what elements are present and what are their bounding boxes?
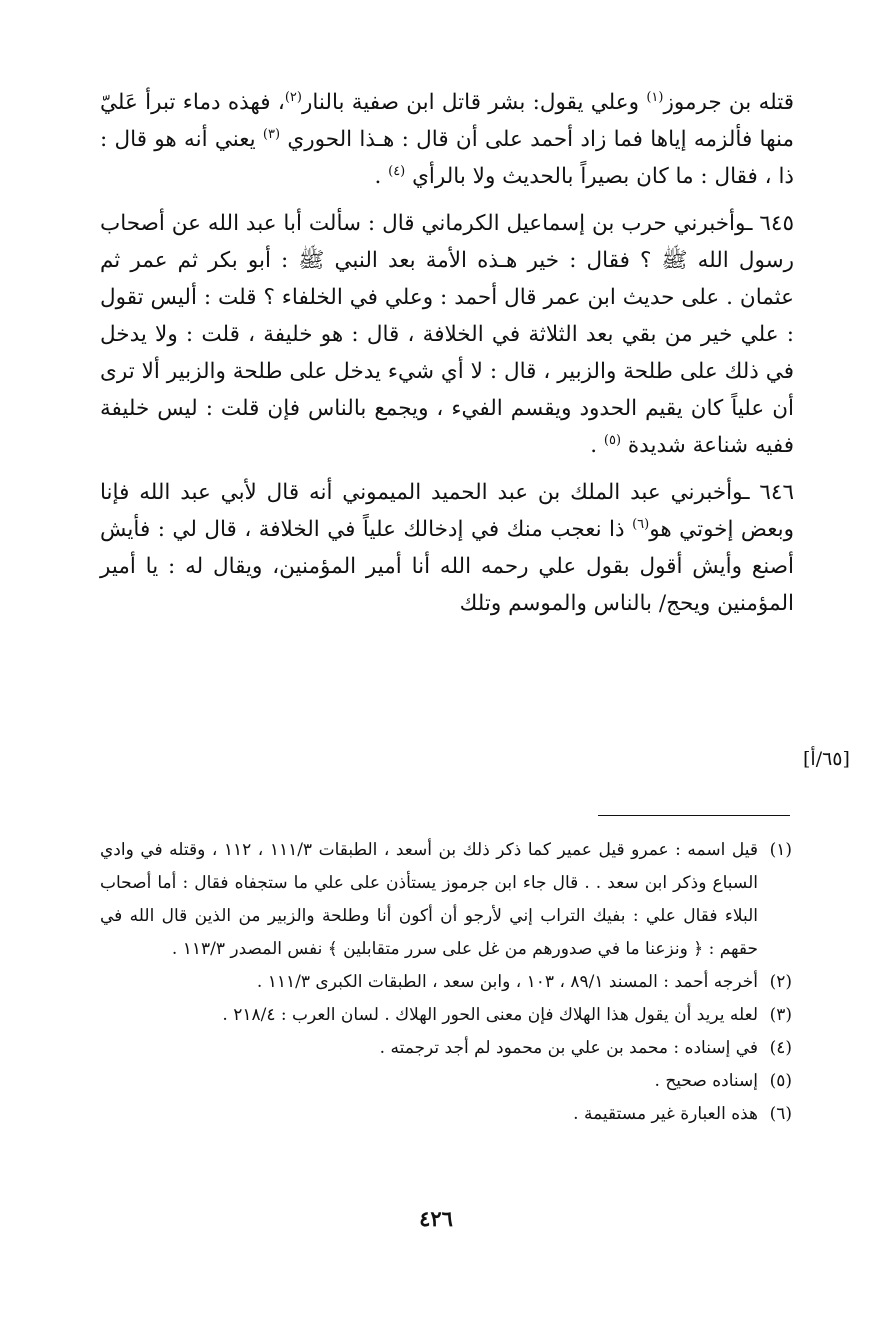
paragraph-number: ٦٤٦ ـ bbox=[743, 480, 794, 505]
footnote-number: (٢) bbox=[769, 972, 792, 992]
intro-text: . bbox=[374, 164, 389, 189]
footnote-text: هذه العبارة غير مستقيمة . bbox=[573, 1104, 758, 1124]
footnote bbox=[100, 834, 792, 966]
footnote bbox=[100, 1065, 792, 1098]
footnote-number: (٣) bbox=[769, 1005, 792, 1025]
manuscript-folio-marker: [٦٥/أ] bbox=[803, 748, 850, 770]
intro-paragraph bbox=[100, 84, 794, 195]
page-number: ٤٢٦ bbox=[419, 1206, 453, 1231]
footnote bbox=[100, 966, 792, 999]
footnote-ref: (٣) bbox=[262, 126, 281, 142]
paragraph-646 bbox=[100, 474, 794, 622]
footnote-number: (١) bbox=[769, 840, 792, 860]
footnote-ref: (١) bbox=[646, 89, 664, 105]
footnote-text: قيل اسمه : عمرو قيل عمير كما ذكر ذلك بن أسعد ، الطبقات ١١١/٣ ، ١١٢ ، وقتله في وادي السباع وذكر ابن سعد . . قال جاء ابن جرموز يستأذن على علي ما ستجفاه فقال : أما أصحاب البلاء فقال علي : بفيك التراب إني لأرجو أن أكون أنا وطلحة والزبير من الذين قال الله في حقهم : ﴿ ونزعنا ما في صدورهم من غل على سرر متقابلين ﴾ نفس المصدر ١١٣/٣ . bbox=[100, 840, 758, 959]
footnote-text: أخرجه أحمد : المسند ٨٩/١ ، ١٠٣ ، وابن سعد ، الطبقات الكبرى ١١١/٣ . bbox=[256, 972, 758, 992]
footnote-number: (٦) bbox=[769, 1104, 792, 1124]
footnote-text: إسناده صحيح . bbox=[654, 1071, 758, 1091]
intro-text: ، فهذه دماء تبرأ عَليّ منها فألزمه إياها فما زاد أحمد على أن قال : هـذا الحوري bbox=[100, 90, 794, 152]
footnote-ref: (٥) bbox=[603, 432, 622, 448]
intro-text: يعني أنه هو قال : ذا ، فقال : ما كان بصيراً بالحديث ولا بالرأي bbox=[100, 127, 794, 189]
footnote-ref: (٦) bbox=[632, 516, 650, 532]
paragraph-text: . bbox=[590, 433, 598, 458]
intro-text: قتله بن جرموز bbox=[663, 90, 794, 115]
main-text bbox=[100, 84, 794, 622]
paragraph-645 bbox=[100, 205, 794, 464]
footnote-text: لعله يريد أن يقول هذا الهلاك فإن معنى الحور الهلاك . لسان العرب : ٢١٨/٤ . bbox=[222, 1005, 758, 1025]
footnote-separator bbox=[598, 815, 790, 816]
footnotes bbox=[100, 834, 792, 1131]
paragraph-number: ٦٤٥ ـ bbox=[746, 211, 794, 236]
footnote bbox=[100, 1098, 792, 1131]
footnote-text: في إسناده : محمد بن علي بن محمود لم أجد ترجمته . bbox=[379, 1038, 758, 1058]
footnote-number: (٤) bbox=[769, 1038, 792, 1058]
footnote-ref: (٤) bbox=[388, 163, 406, 179]
footnote-number: (٥) bbox=[769, 1071, 792, 1091]
paragraph-text: وأخبرني عبد الملك بن عبد الحميد الميموني أنه قال لأبي عبد الله فإنا وبعض إخوتي هو bbox=[100, 480, 794, 542]
footnote bbox=[100, 1032, 792, 1065]
footnote bbox=[100, 999, 792, 1032]
intro-text: وعلي يقول: بشر قاتل ابن صفية بالنار bbox=[301, 90, 647, 115]
paragraph-text: وأخبرني حرب بن إسماعيل الكرماني قال : سألت أبا عبد الله عن أصحاب رسول الله ﷺ ؟ فقال : خير هـذه الأمة بعد النبي ﷺ : أبو بكر ثم عمر ثم عثمان . على حديث ابن عمر قال أحمد : وعلي في الخلفاء ؟ قلت : أليس تقول : علي خير من بقي بعد الثلاثة في الخلافة ، قال : هو خليفة ، قلت : ولا يدخل في ذلك على طلحة والزبير ، قال : لا أي شيء يدخل على طلحة والزبير ألا ترى أن علياً كان يقيم الحدود ويقسم الفيء ، ويجمع بالناس فإن قلت : ليس خليفة ففيه شناعة شديدة bbox=[100, 211, 794, 458]
paragraph-text: ذا نعجب منك في إدخالك علياً في الخلافة ، قال لي : فأيش أصنع وأيش أقول بقول علي رحمه الله أنا أمير المؤمنين، ويقال له : يا أمير المؤمنين ويحج/ بالناس والموسم وتلك bbox=[100, 517, 794, 616]
footnote-ref: (٢) bbox=[284, 89, 302, 105]
